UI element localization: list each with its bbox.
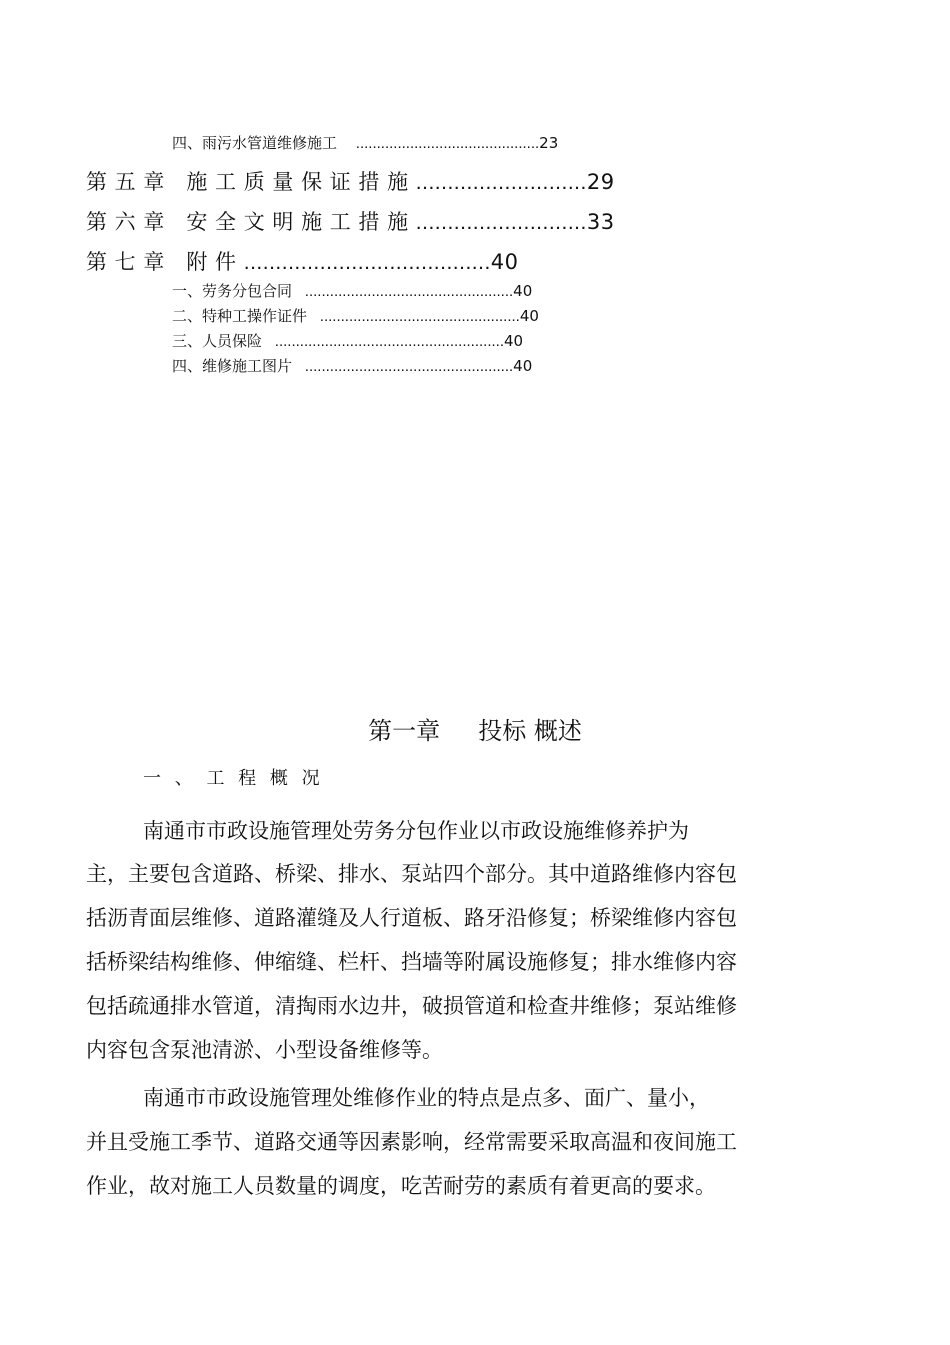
toc-page-number: 33 [586,210,615,234]
toc-page-number: 40 [504,332,524,350]
toc-dot-leader: .................................................. [304,358,514,375]
toc-dot-leader: .................................................. [304,283,514,300]
paragraph-line: 括桥梁结构维修、伸缩缝、栏杆、挡墙等附属设施修复；排水维修内容 [86,950,737,974]
toc-dot-leader: ........................... [415,171,587,194]
toc-chapter-6[interactable] [86,206,615,236]
toc-page-number: 40 [513,357,533,375]
section-title: 一 、 工 程 概 况 [143,768,324,789]
toc-entry-label: 二、特种工操作证件 [172,307,308,325]
paragraph-line: 内容包含泵池清淤、小型设备维修等。 [86,1038,443,1062]
toc-dot-leader: ................................................ [319,308,520,325]
toc-page-number: 40 [513,282,533,300]
toc-appendix-item[interactable] [172,305,539,326]
toc-appendix-item[interactable] [172,330,523,351]
toc-page-number: 23 [539,134,559,152]
toc-chapter-label: 第 六 章 安 全 文 明 施 工 措 施 [86,210,409,234]
toc-entry[interactable] [172,132,558,153]
toc-chapter-7[interactable] [86,246,519,276]
toc-entry-label: 四、维修施工图片 [172,357,293,375]
toc-entry-label: 三、人员保险 [172,332,263,350]
toc-page-number: 29 [586,170,615,194]
paragraph-line: 主，主要包含道路、桥梁、排水、泵站四个部分。其中道路维修内容包 [86,862,737,886]
chapter-title: 第一章 投标 概述 [368,717,582,745]
toc-entry-label: 四、雨污水管道维修施工 [172,134,338,152]
toc-chapter-5[interactable] [86,166,615,196]
toc-entry-label: 一、劳务分包合同 [172,282,293,300]
toc-dot-leader: ....................................................... [274,333,505,350]
toc-chapter-label: 第 五 章 施 工 质 量 保 证 措 施 [86,170,409,194]
paragraph-line: 包括疏通排水管道，清掏雨水边井，破损管道和检查井维修；泵站维修 [86,994,737,1018]
toc-dot-leader: ............................................ [355,135,540,152]
toc-page-number: 40 [519,307,539,325]
paragraph-line: 并且受施工季节、道路交通等因素影响，经常需要采取高温和夜间施工 [86,1130,737,1154]
toc-appendix-item[interactable] [172,355,532,376]
toc-dot-leader: ....................................... [243,251,491,274]
toc-dot-leader: ........................... [415,211,587,234]
toc-page-number: 40 [490,250,519,274]
paragraph-line: 作业，故对施工人员数量的调度，吃苦耐劳的素质有着更高的要求。 [86,1174,716,1198]
toc-chapter-label: 第 七 章 附 件 [86,250,237,274]
paragraph-line: 南通市市政设施管理处劳务分包作业以市政设施维修养护为 [143,819,689,843]
toc-appendix-item[interactable] [172,280,532,301]
paragraph-line: 南通市市政设施管理处维修作业的特点是点多、面广、量小， [143,1086,710,1110]
paragraph-line: 括沥青面层维修、道路灌缝及人行道板、路牙沿修复；桥梁维修内容包 [86,906,737,930]
